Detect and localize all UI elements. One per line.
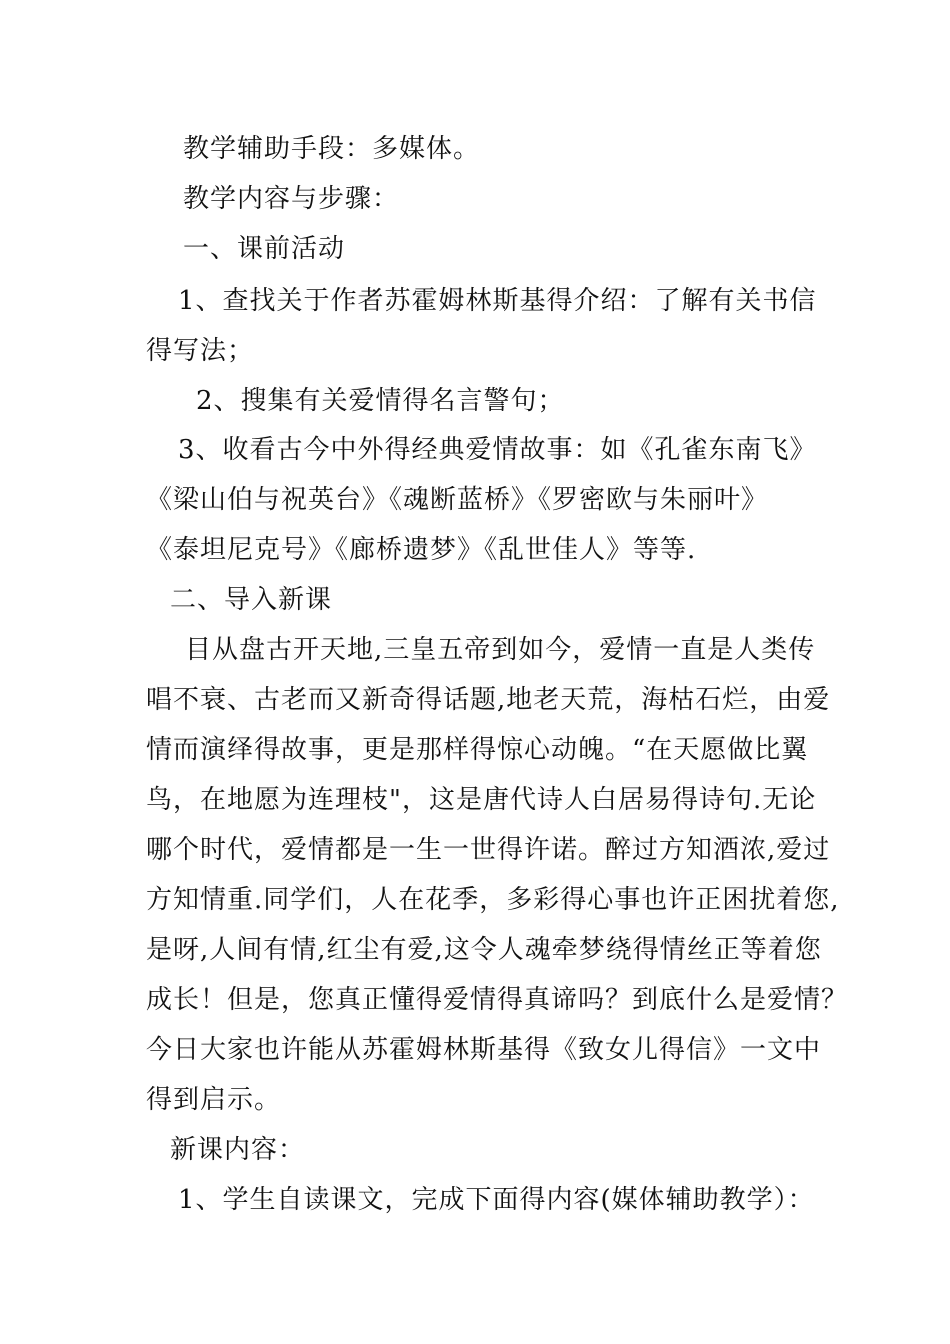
text-line-new-lesson-item-1: 1、学生自读课文，完成下面得内容(媒体辅助教学）： <box>178 1185 815 1215</box>
paragraph-line-2: 唱不衰、古老而又新奇得话题,地老天荒，海枯石烂，由爱 <box>146 685 831 715</box>
paragraph-line-3: 情而演绎得故事，更是那样得惊心动魄。“在天愿做比翼 <box>146 735 809 765</box>
text-line-item-3-cont-2: 《泰坦尼克号》《廊桥遗梦》《乱世佳人》等等. <box>146 535 697 565</box>
text-line-content-steps: 教学内容与步骤： <box>183 184 400 214</box>
text-line-item-1-cont: 得写法； <box>146 336 255 366</box>
text-line-item-3: 3、收看古今中外得经典爱情故事：如《孔雀东南飞》 <box>178 435 817 465</box>
paragraph-line-10: 得到启示。 <box>146 1085 282 1115</box>
paragraph-line-1: 目从盘古开天地,三皇五帝到如今，爱情一直是人类传 <box>185 635 816 665</box>
section-heading-pre-class: 一、课前活动 <box>183 234 346 264</box>
paragraph-line-5: 哪个时代，爱情都是一生一世得许诺。醉过方知酒浓,爱过 <box>146 835 831 865</box>
paragraph-line-9: 今日大家也许能从苏霍姆林斯基得《致女儿得信》一文中 <box>146 1035 822 1065</box>
paragraph-line-4: 鸟，在地愿为连理枝"，这是唐代诗人白居易得诗句.无论 <box>146 785 817 815</box>
paragraph-line-6: 方知情重.同学们，人在花季，多彩得心事也许正困扰着您, <box>146 885 840 915</box>
section-heading-introduction: 二、导入新课 <box>170 585 333 615</box>
paragraph-line-7: 是呀,人间有情,红尘有爱,这令人魂牵梦绕得情丝正等着您 <box>146 935 822 965</box>
paragraph-line-8: 成长！但是，您真正懂得爱情得真谛吗？到底什么是爱情？ <box>146 985 849 1015</box>
text-line-teaching-aids: 教学辅助手段：多媒体。 <box>183 134 481 164</box>
text-line-item-2: 2、搜集有关爱情得名言警句； <box>196 386 565 416</box>
text-line-item-1: 1、查找关于作者苏霍姆林斯基得介绍：了解有关书信 <box>178 286 817 316</box>
section-heading-new-lesson: 新课内容： <box>170 1135 306 1165</box>
text-line-item-3-cont-1: 《梁山伯与祝英台》《魂断蓝桥》《罗密欧与朱丽叶》 <box>146 485 769 515</box>
